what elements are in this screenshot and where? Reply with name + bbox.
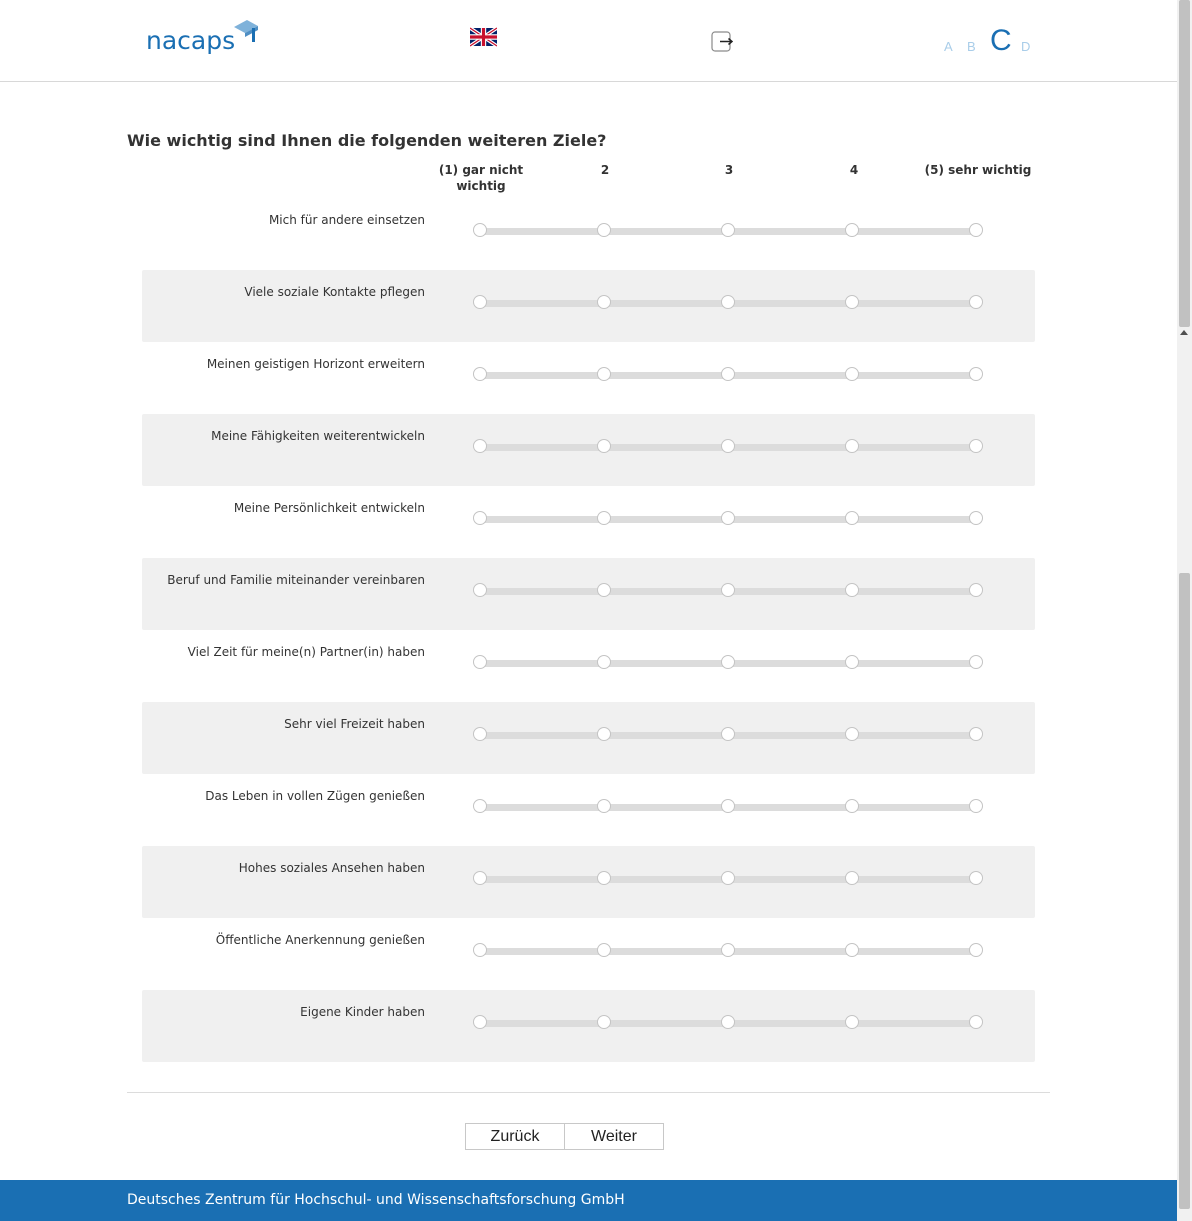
rating-row bbox=[142, 342, 1035, 414]
radio-option-1[interactable] bbox=[473, 583, 487, 597]
item-label: Eigene Kinder haben bbox=[300, 1005, 425, 1019]
rating-row bbox=[142, 846, 1035, 918]
radio-option-3[interactable] bbox=[721, 1015, 735, 1029]
radio-option-2[interactable] bbox=[597, 871, 611, 885]
scale-header-2: 2 bbox=[600, 163, 610, 177]
radio-option-3[interactable] bbox=[721, 511, 735, 525]
radio-option-5[interactable] bbox=[969, 871, 983, 885]
radio-option-4[interactable] bbox=[845, 367, 859, 381]
radio-option-3[interactable] bbox=[721, 727, 735, 741]
radio-option-5[interactable] bbox=[969, 367, 983, 381]
rating-row bbox=[142, 414, 1035, 486]
item-label: Hohes soziales Ansehen haben bbox=[238, 861, 425, 875]
radio-option-5[interactable] bbox=[969, 223, 983, 237]
radio-option-3[interactable] bbox=[721, 439, 735, 453]
item-label: Beruf und Familie miteinander vereinbaren bbox=[167, 573, 425, 587]
radio-option-5[interactable] bbox=[969, 583, 983, 597]
nacaps-logo[interactable] bbox=[146, 18, 261, 58]
scale-header-1: (1) gar nicht wichtig bbox=[438, 163, 524, 193]
graduation-cap-icon bbox=[230, 18, 260, 48]
radio-option-1[interactable] bbox=[473, 367, 487, 381]
radio-option-4[interactable] bbox=[845, 943, 859, 957]
radio-option-4[interactable] bbox=[845, 583, 859, 597]
radio-option-4[interactable] bbox=[845, 727, 859, 741]
item-label: Viele soziale Kontakte pflegen bbox=[244, 285, 425, 299]
font-size-d[interactable]: D bbox=[1021, 39, 1031, 54]
next-button[interactable]: Weiter bbox=[564, 1123, 664, 1150]
radio-option-4[interactable] bbox=[845, 223, 859, 237]
radio-option-1[interactable] bbox=[473, 727, 487, 741]
radio-option-2[interactable] bbox=[597, 295, 611, 309]
item-label: Viel Zeit für meine(n) Partner(in) haben bbox=[187, 645, 425, 659]
vertical-scrollbar[interactable] bbox=[1177, 0, 1192, 1221]
rating-row bbox=[142, 198, 1035, 270]
logout-icon[interactable] bbox=[711, 31, 733, 52]
radio-option-2[interactable] bbox=[597, 799, 611, 813]
rating-row bbox=[142, 630, 1035, 702]
radio-option-3[interactable] bbox=[721, 943, 735, 957]
radio-option-1[interactable] bbox=[473, 799, 487, 813]
radio-option-5[interactable] bbox=[969, 727, 983, 741]
radio-option-5[interactable] bbox=[969, 295, 983, 309]
scrollbar-thumb[interactable] bbox=[1179, 573, 1190, 1209]
navigation-buttons bbox=[465, 1123, 664, 1150]
item-label: Sehr viel Freizeit haben bbox=[284, 717, 425, 731]
radio-option-5[interactable] bbox=[969, 655, 983, 669]
divider bbox=[127, 1092, 1050, 1093]
scale-header-4: 4 bbox=[849, 163, 859, 177]
radio-option-2[interactable] bbox=[597, 511, 611, 525]
rating-row bbox=[142, 486, 1035, 558]
footer-text: Deutsches Zentrum für Hochschul- und Wissenschaftsforschung GmbH bbox=[127, 1192, 625, 1208]
radio-option-4[interactable] bbox=[845, 1015, 859, 1029]
font-size-b[interactable]: B bbox=[967, 39, 976, 54]
radio-option-4[interactable] bbox=[845, 871, 859, 885]
font-size-c[interactable]: C bbox=[990, 24, 1012, 57]
scroll-up-arrow-icon[interactable] bbox=[1180, 330, 1188, 335]
question-title: Wie wichtig sind Ihnen die folgenden weiteren Ziele? bbox=[127, 131, 607, 150]
radio-option-1[interactable] bbox=[473, 943, 487, 957]
radio-option-2[interactable] bbox=[597, 367, 611, 381]
radio-option-2[interactable] bbox=[597, 727, 611, 741]
radio-option-3[interactable] bbox=[721, 367, 735, 381]
radio-option-4[interactable] bbox=[845, 295, 859, 309]
radio-option-5[interactable] bbox=[969, 511, 983, 525]
item-label: Meinen geistigen Horizont erweitern bbox=[206, 357, 425, 371]
radio-option-3[interactable] bbox=[721, 799, 735, 813]
uk-flag-icon[interactable] bbox=[470, 27, 497, 47]
radio-option-4[interactable] bbox=[845, 655, 859, 669]
font-size-a[interactable]: A bbox=[944, 39, 953, 54]
scale-header-3: 3 bbox=[724, 163, 734, 177]
radio-option-1[interactable] bbox=[473, 1015, 487, 1029]
item-label: Meine Persönlichkeit entwickeln bbox=[233, 501, 425, 515]
radio-option-2[interactable] bbox=[597, 655, 611, 669]
radio-option-5[interactable] bbox=[969, 943, 983, 957]
page-footer bbox=[0, 1180, 1177, 1221]
radio-option-1[interactable] bbox=[473, 871, 487, 885]
radio-option-4[interactable] bbox=[845, 511, 859, 525]
item-label: Das Leben in vollen Zügen genießen bbox=[205, 789, 425, 803]
item-label: Mich für andere einsetzen bbox=[268, 213, 425, 227]
radio-option-4[interactable] bbox=[845, 799, 859, 813]
radio-option-4[interactable] bbox=[845, 439, 859, 453]
rating-row bbox=[142, 990, 1035, 1062]
radio-option-5[interactable] bbox=[969, 799, 983, 813]
radio-option-5[interactable] bbox=[969, 1015, 983, 1029]
radio-option-3[interactable] bbox=[721, 583, 735, 597]
radio-option-1[interactable] bbox=[473, 511, 487, 525]
back-button[interactable]: Zurück bbox=[465, 1123, 565, 1150]
radio-option-3[interactable] bbox=[721, 871, 735, 885]
page-header bbox=[0, 0, 1177, 82]
item-label: Meine Fähigkeiten weiterentwickeln bbox=[211, 429, 425, 443]
item-label: Öffentliche Anerkennung genießen bbox=[215, 933, 425, 947]
radio-option-3[interactable] bbox=[721, 655, 735, 669]
radio-option-1[interactable] bbox=[473, 439, 487, 453]
rating-row bbox=[142, 558, 1035, 630]
scale-header-5: (5) sehr wichtig bbox=[924, 163, 1032, 177]
radio-option-1[interactable] bbox=[473, 655, 487, 669]
radio-option-2[interactable] bbox=[597, 943, 611, 957]
rating-row bbox=[142, 774, 1035, 846]
radio-option-2[interactable] bbox=[597, 1015, 611, 1029]
radio-option-2[interactable] bbox=[597, 223, 611, 237]
scrollbar-track-segment bbox=[1179, 0, 1190, 327]
radio-option-3[interactable] bbox=[721, 295, 735, 309]
rating-row bbox=[142, 918, 1035, 990]
rating-row bbox=[142, 702, 1035, 774]
radio-option-3[interactable] bbox=[721, 223, 735, 237]
radio-option-1[interactable] bbox=[473, 223, 487, 237]
logo-text: nacaps bbox=[146, 26, 236, 55]
radio-option-5[interactable] bbox=[969, 439, 983, 453]
radio-option-2[interactable] bbox=[597, 439, 611, 453]
radio-option-2[interactable] bbox=[597, 583, 611, 597]
rating-row bbox=[142, 270, 1035, 342]
radio-option-1[interactable] bbox=[473, 295, 487, 309]
